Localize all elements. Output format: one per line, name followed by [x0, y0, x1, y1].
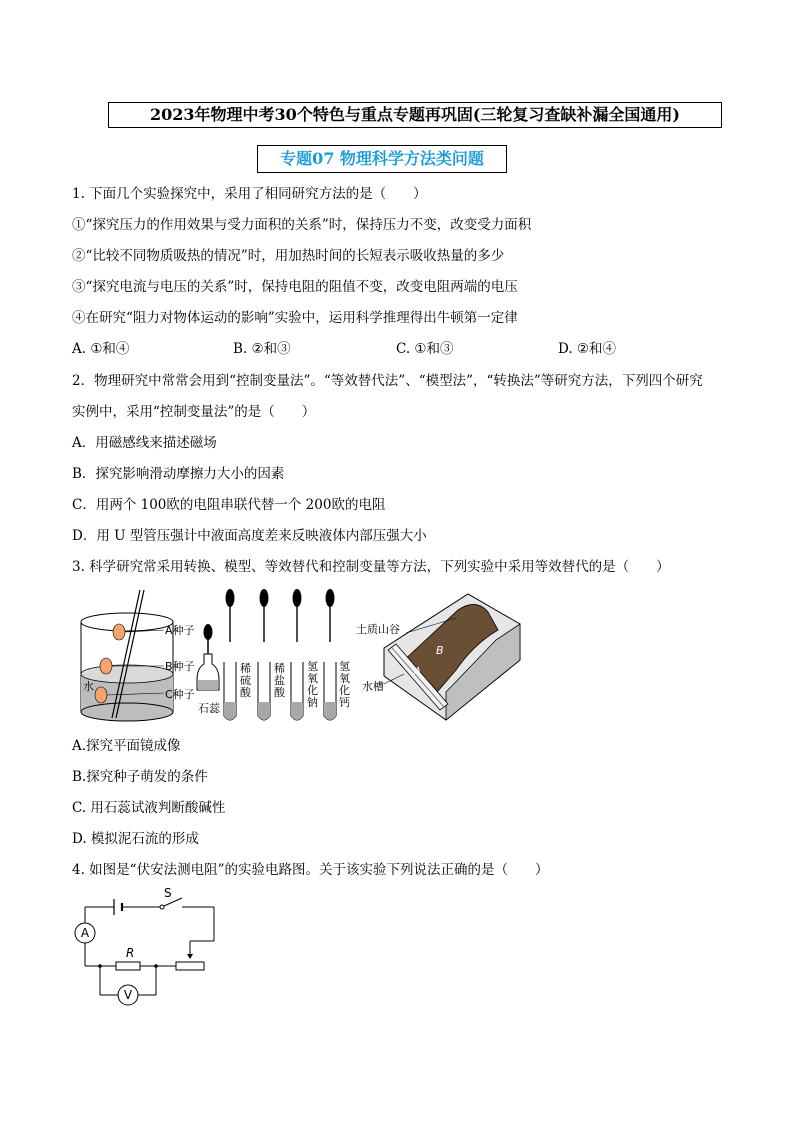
tube4-char1: 氢: [339, 660, 350, 673]
dropper-3: [291, 589, 318, 720]
q2-option-c: C．用两个 100欧的电阻串联代替一个 200欧的电阻: [72, 497, 386, 513]
tube4-char3: 化: [339, 684, 350, 697]
q1-option-c: C. ①和③: [396, 341, 454, 357]
voltmeter-label: V: [123, 988, 133, 1002]
q1-option-b: B. ②和③: [233, 341, 291, 357]
tube3-char2: 氧: [307, 672, 318, 685]
rheostat-icon: [176, 962, 204, 970]
tube3-char1: 氢: [307, 660, 318, 673]
dropper-4: [324, 589, 350, 720]
resistor-icon: [116, 962, 140, 970]
q1-item-2: ②“比较不同物质吸热的情况”时，用加热时间的长短表示吸收热量的多少: [72, 248, 505, 264]
q2-option-b: B．探究影响滑动摩擦力大小的因素: [72, 466, 285, 482]
tube2-char2: 盐: [274, 674, 285, 687]
dropper-1: [224, 589, 252, 720]
q2-stem-line1: 2．物理研究中常常会用到“控制变量法”。“等效替代法”、“模型法”，“转换法”等研究方法，下列四个研究: [72, 373, 703, 389]
mudslide-model-figure: [356, 588, 526, 728]
tube4-char4: 钙: [339, 696, 350, 709]
q1-stem: 1. 下面几个实验探究中，采用了相同研究方法的是（ ）: [72, 186, 427, 202]
document-title: 2023年物理中考30个特色与重点专题再巩固(三轮复习查缺补漏全国通用): [108, 102, 722, 128]
seed-b-label: B种子: [165, 660, 195, 673]
switch-label: S: [164, 886, 172, 900]
tube1-char3: 酸: [240, 686, 251, 699]
q2-option-d: D．用 U 型管压强计中液面高度差来反映液体内部压强大小: [72, 528, 427, 544]
q1-option-a: A. ①和④: [72, 341, 130, 357]
topic-subtitle: 专题07 物理科学方法类问题: [257, 145, 507, 173]
q1-item-3: ③“探究电流与电压的关系”时，保持电阻的阻值不变，改变电阻两端的电压: [72, 279, 518, 295]
q1-option-d: D. ②和④: [558, 341, 617, 357]
label-a: A: [414, 666, 421, 677]
q3-stem: 3. 科学研究常采用转换、模型、等效替代和控制变量等方法，下列实验中采用等效替代的是（ ）: [72, 559, 670, 575]
valley-label: 土质山谷: [356, 623, 400, 636]
litmus-tubes-figure: [196, 584, 356, 734]
q3-option-b: B.探究种子萌发的条件: [72, 769, 208, 785]
q2-stem-line2: 实例中，采用“控制变量法”的是（ ）: [72, 404, 316, 420]
tube2-char1: 稀: [274, 662, 285, 675]
tube3-char3: 化: [307, 684, 318, 697]
q1-item-4: ④在研究“阻力对物体运动的影响”实验中，运用科学推理得出牛顿第一定律: [72, 310, 518, 326]
water-label: 水: [83, 680, 94, 693]
q2-option-a: A．用磁感线来描述磁场: [72, 435, 217, 451]
ammeter-label: A: [80, 926, 90, 940]
tube2-char3: 酸: [274, 686, 285, 699]
seed-beaker-figure: [72, 586, 202, 726]
resistor-label: R: [126, 946, 135, 960]
q3-option-c: C. 用石蕊试液判断酸碱性: [72, 800, 226, 816]
q3-option-d: D. 模拟泥石流的形成: [72, 831, 199, 847]
seed-a-label: A种子: [165, 624, 195, 637]
rheostat-slider-icon: [187, 954, 193, 959]
circuit-diagram: [72, 885, 222, 1010]
tube1-char2: 硫: [240, 674, 251, 687]
label-b: B: [436, 644, 444, 657]
q4-stem: 4. 如图是“伏安法测电阻”的实验电路图。关于该实验下列说法正确的是（ ）: [72, 862, 549, 878]
tube4-char2: 氧: [339, 672, 350, 685]
q1-item-1: ①“探究压力的作用效果与受力面积的关系”时，保持压力不变，改变受力面积: [72, 217, 532, 233]
dropper-2: [258, 589, 286, 720]
q3-option-a: A.探究平面镜成像: [72, 738, 181, 754]
trough-label: 水槽: [362, 680, 384, 693]
tube1-char1: 稀: [240, 662, 251, 675]
tube3-char4: 钠: [307, 696, 318, 709]
litmus-label: 石蕊: [198, 702, 220, 715]
seed-c-label: C种子: [165, 688, 195, 701]
